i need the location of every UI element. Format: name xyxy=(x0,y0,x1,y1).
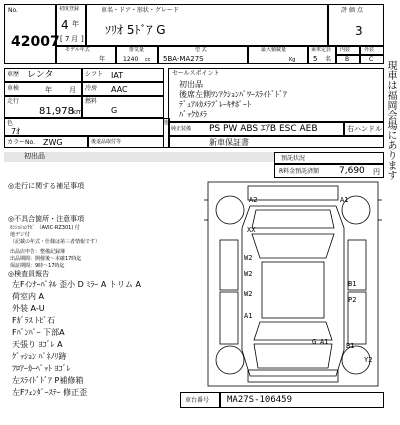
mark-p2: P2 xyxy=(348,296,357,304)
capacity-label: 乗車定員 xyxy=(311,47,332,53)
inspection-month-unit: 月 xyxy=(69,86,76,94)
capacity-value: 5 xyxy=(313,55,318,63)
mileage-unit: km xyxy=(72,108,83,116)
year-value: 4 xyxy=(61,18,69,32)
sales-points-box xyxy=(168,68,384,122)
defect-line: 地デジ付 xyxy=(10,232,30,238)
options-value: PS PW ABS ｴｱB ESC AEB xyxy=(209,124,318,134)
type-label: 型 式 xyxy=(195,47,207,53)
handle-value: 右ハンドル xyxy=(347,125,382,133)
ac-label: 冷房 xyxy=(85,85,98,92)
shift-value: IAT xyxy=(111,71,124,80)
inspection-line: ﾌﾛｱｰｶｰﾍﾟｯﾄ ﾖｺﾞﾚ xyxy=(12,364,71,373)
driving-notes-label: ◎走行に関する補足事項 xyxy=(8,182,85,190)
lot-number: 42007 xyxy=(11,34,60,50)
max-load-box xyxy=(248,46,308,64)
side-note: 現車は福岡会場にあります xyxy=(385,60,396,180)
sales-point: ﾊﾞｯｸｶﾒﾗ xyxy=(179,110,207,119)
recycle-amount-box xyxy=(274,164,384,178)
inspection-line: Fｶﾞﾗｽ ﾄﾋﾞ石 xyxy=(12,316,56,325)
inspection-label: 車検 xyxy=(7,85,20,92)
interior-grade: B xyxy=(345,56,350,63)
year-label: 初度登録 xyxy=(59,6,80,12)
handle-box xyxy=(344,122,384,136)
color-box xyxy=(4,118,164,136)
deposit-label: 預託状況 xyxy=(281,155,306,162)
mark-a1-bottom: A1 xyxy=(244,312,253,320)
month-unit: 月 xyxy=(71,35,78,43)
inspection-report-label: ◎検査員報告 xyxy=(8,270,50,278)
fuel-box xyxy=(82,96,164,118)
score-header: 評 価 点 xyxy=(341,7,363,14)
inspection-line: 左Fﾌｪﾝﾀﾞｰｽﾃｰ 修正歪 xyxy=(12,388,88,397)
usage-box xyxy=(4,68,82,82)
type-code: 5BA-MA27S xyxy=(163,55,204,63)
displacement-box xyxy=(116,46,158,64)
mileage-label: 走行 xyxy=(7,98,20,105)
first-listing-text: 初出品 xyxy=(24,152,45,160)
capacity-box xyxy=(308,46,336,64)
color-label: 色 xyxy=(7,120,14,127)
fuel-label: 燃料 xyxy=(85,98,98,105)
other-label: 他 xyxy=(163,120,169,126)
sales-point: 初出品 xyxy=(179,80,203,89)
ac-box xyxy=(82,82,164,96)
mark-b1-rear: B1 xyxy=(346,342,355,350)
inspection-line: 外装 A-U xyxy=(12,304,45,313)
defect-line: （記載の年式・仕様は第三者情報です） xyxy=(10,239,101,245)
recycle-amount-unit: 円 xyxy=(373,168,380,176)
mark-a1-rear: A1 xyxy=(320,338,329,346)
interior-label: 内装 xyxy=(340,47,351,53)
shift-label: シフト xyxy=(85,71,104,78)
displacement-unit: cc xyxy=(145,57,151,63)
sales-point: 後席左側ﾜﾝｱｸｼｮﾝﾊﾟﾜｰｽﾗｲﾄﾞﾄﾞｱ xyxy=(179,90,287,99)
defect-line: 出品店申告：整備記録簿 xyxy=(10,249,66,255)
inspection-line: Fﾊﾞﾝﾊﾟｰ 下部A xyxy=(12,328,65,337)
defect-line: 出品期間：開催後〜本確17時迄 xyxy=(10,256,82,262)
inspection-line: 天張り ﾖｺﾞﾚ A xyxy=(12,340,63,349)
defects-label: ◎不具合箇所・注意事項 xyxy=(8,215,85,223)
max-load-unit: Kg xyxy=(289,57,296,63)
model-year-label: モデル年式 xyxy=(65,47,90,53)
sales-point: ﾃﾞｭｱﾙｶﾒﾗﾌﾞﾚｰｷｻﾎﾟｰﾄ xyxy=(179,100,251,109)
year-box: 初度登録 4 年 [ 7 月 ] xyxy=(56,4,86,46)
mark-xx: XX xyxy=(247,226,256,234)
inspection-line: 荷室内 A xyxy=(12,292,45,301)
color-no-label: カラーNo. xyxy=(7,139,35,146)
capacity-unit: 名 xyxy=(325,56,332,63)
inspection-year-unit: 年 xyxy=(45,86,52,94)
fuel-value: G xyxy=(111,106,118,115)
usage-value: レンタ xyxy=(27,70,54,80)
recycle-amount-value: 7,690 xyxy=(339,166,365,176)
warranty-box xyxy=(168,136,384,148)
model-year-unit: 年 xyxy=(99,56,106,63)
mileage-value: 81,978 xyxy=(39,106,74,117)
color-no-box xyxy=(4,136,88,148)
mark-y2: Y2 xyxy=(364,356,373,364)
mark-w2-bottom: W2 xyxy=(244,290,253,298)
mileage-box xyxy=(4,96,82,118)
vin-box xyxy=(220,392,384,408)
first-listing-badge xyxy=(4,152,68,162)
warranty-value: 新車保証書 xyxy=(209,138,249,147)
inspection-line: ｸﾞｯｼｮﾝ ﾊﾟﾈﾉﾘ跡 xyxy=(12,352,67,361)
deposit-box xyxy=(274,152,384,164)
displacement-label: 排気量 xyxy=(129,47,145,53)
mark-g: G xyxy=(312,338,317,346)
exterior-label: 外装 xyxy=(364,47,375,53)
recycle-amount-label: R料金預託済額 xyxy=(279,168,320,175)
vin-value: MA27S-106459 xyxy=(227,395,293,405)
displacement-value: 1240 xyxy=(123,56,139,63)
vin-label-box xyxy=(180,392,220,408)
defect-line: ｾﾝｼｮｼｮﾝﾅﾋﾞ （AVIC-RZ301) 付 xyxy=(10,225,80,231)
recycle-label: 後退品取付等 xyxy=(91,139,122,145)
mark-a1-front: A1 xyxy=(340,196,349,204)
model-header: 車名・ドア・形状・グレード xyxy=(101,7,179,14)
score-box xyxy=(328,4,384,46)
type-box xyxy=(158,46,248,64)
color-value: 7ｵ xyxy=(11,127,21,136)
model-name: ｿﾘｵ 5ﾄﾞｱ G xyxy=(105,23,166,37)
model-year-box xyxy=(56,46,116,64)
model-box xyxy=(86,4,328,46)
exterior-grade: C xyxy=(369,56,374,63)
options-label: 純正装備 xyxy=(171,126,192,132)
inspection-box xyxy=(4,82,82,96)
mark-b1: B1 xyxy=(348,280,357,288)
sales-label: セールスポイント xyxy=(172,70,220,77)
mark-w2-mid: W2 xyxy=(244,270,253,278)
car-damage-diagram xyxy=(200,180,386,390)
shift-box xyxy=(82,68,164,82)
max-load-label: 最大積載量 xyxy=(261,47,287,53)
year-unit: 年 xyxy=(72,20,79,28)
ac-value: AAC xyxy=(111,85,128,94)
score-value: 3 xyxy=(355,24,363,38)
month-value: 7 xyxy=(65,35,70,43)
usage-label: 車歴 xyxy=(7,71,20,78)
mark-a2-front: A2 xyxy=(249,196,258,204)
defect-line: 保証期間：9時〜17時迄 xyxy=(10,263,65,269)
options-box xyxy=(168,122,344,136)
inspection-line: 左Fｲﾝﾅｰﾊﾟﾈﾙ 歪小 D ﾐﾗｰ A トリム A xyxy=(12,280,141,289)
lot-box xyxy=(4,4,60,64)
lot-label: No. xyxy=(8,7,18,14)
mark-w2-top: W2 xyxy=(244,254,253,262)
vin-label: 車台番号 xyxy=(185,397,210,404)
color-no-value: ZWG xyxy=(43,138,63,147)
inspection-line: 左ｽﾗｲﾄﾞﾄﾞｱ P補修箱 xyxy=(12,376,84,385)
recycle-box xyxy=(88,136,164,148)
